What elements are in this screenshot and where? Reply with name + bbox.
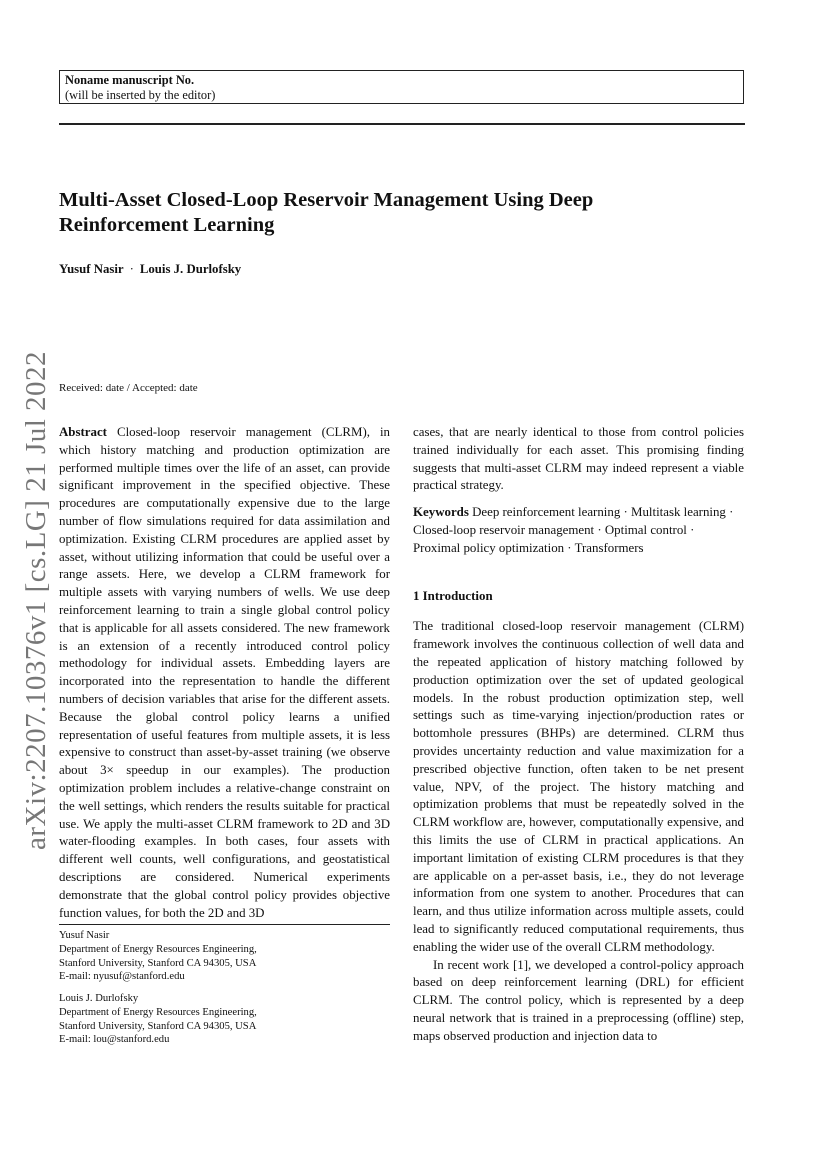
manuscript-number: Noname manuscript No. [65,73,195,87]
right-column [413,424,744,1046]
author-2: Louis J. Durlofsky [139,262,242,276]
footnote-email: E-mail: lou@stanford.edu [59,1034,170,1046]
editor-note: (will be inserted by the editor) [65,88,216,102]
keywords [413,504,744,557]
footnote-name: Louis J. Durlofsky [59,993,139,1004]
intro-paragraph-1: The traditional closed-loop reservoir management (CLRM) framework involves the continuous collection of well data and the repeated application of history matching followed by production optimization over the set of updated geological models. In the robust production optimization step, well settings such as time-varying injection/production rates or bottomhole pressures (BHPs) are determined. CLRM thus provides uncertainty reduction and value maximization for a prescribed objective function, often taken to be net present value, NPV, of the project. The history matching and optimization problems that must be repeatedly solved in the CLRM workflow are, however, computationally expensive, and this limits the use of CLRM in practical applications. An important limitation of existing CLRM procedures is that they are applicable on a per-asset basis, i.e., they do not leverage information from one system to another. Procedures that can learn, and thus utilize information across multiple assets, could lead to significantly reduced computational requirements, thus enabling the wider use of the overall CLRM methodology. [413,619,744,954]
paper-title: Multi-Asset Closed-Loop Reservoir Management Using Deep Reinforcement Learning [59,189,594,236]
footnote-univ: Stanford University, Stanford CA 94305, USA [59,957,257,969]
abstract-text: Closed-loop reservoir management (CLRM), in which history matching and production optimization are performed multiple times over the life of an asset, can provide significant improvement in the specified objective. These procedures are computationally expensive due to the large number of flow simulations required for data assimilation and optimization. Existing CLRM procedures are applied asset by asset, without utilizing information that could be useful over a range assets. Here, we develop a CLRM framework for multiple assets with varying numbers of wells. We use deep reinforcement learning to train a single global control policy that is applicable for all assets considered. The new framework is an extension of a recently introduced control policy methodology for individual assets. Embedding layers are incorporated into the representation to handle the different numbers of decision variables that arise for the different assets. Because the global control policy learns a unified representation of useful features from multiple assets, it is less expensive to construct than asset-by-asset training (we observe about 3× speedup in our examples). The production optimization problem includes a relative-change constraint on the well settings, which renders the results suitable for practical use. We apply the multi-asset CLRM framework to 2D and 3D water-flooding examples. In both cases, four assets with different well counts, well configurations, and geostatistical descriptions are considered. Numerical experiments demonstrate that the global control policy provides objective function values, for both the 2D and 3D [59,425,390,920]
abstract-label: Abstract [59,425,107,439]
header-rule [59,123,745,125]
footnote-name: Yusuf Nasir [59,930,110,941]
left-column [59,424,390,922]
manuscript-header-box [59,70,744,104]
footnote-author-1 [59,929,390,984]
footnote-univ: Stanford University, Stanford CA 94305, USA [59,1020,257,1032]
footnote-email: E-mail: nyusuf@stanford.edu [59,971,185,983]
arxiv-identifier: arXiv:2207.10376v1 [cs.LG] 21 Jul 2022 [20,350,52,850]
footnote-dept: Department of Energy Resources Engineering, [59,1006,257,1018]
footnote-rule [59,924,390,925]
author-1: Yusuf Nasir [59,262,124,276]
author-list [59,262,241,277]
abstract-continued: cases, that are nearly identical to those from control policies trained individually for each asset. This promising finding suggests that multi-asset CLRM may indeed represent a viable practical strategy. [413,425,744,493]
section-heading: 1 Introduction [413,588,493,603]
received-date: Received: date / Accepted: date [59,382,198,394]
abstract [59,424,390,922]
intro-paragraph-2: In recent work [1], we developed a control-policy approach based on deep reinforcement learning (DRL) for efficient CLRM. The control policy, which is represented by a deep neural network that is trained in a preprocessing (offline) step, maps observed production and injection data to [413,957,744,1043]
keywords-label: Keywords [413,505,469,520]
keywords-text: Deep reinforcement learning · Multitask learning · Closed-loop reservoir management · Optimal control · Proximal policy optimization · Transformers [413,505,734,555]
footnote-author-2 [59,992,390,1047]
author-separator: · [129,262,134,276]
footnote-dept: Department of Energy Resources Engineering, [59,943,257,955]
